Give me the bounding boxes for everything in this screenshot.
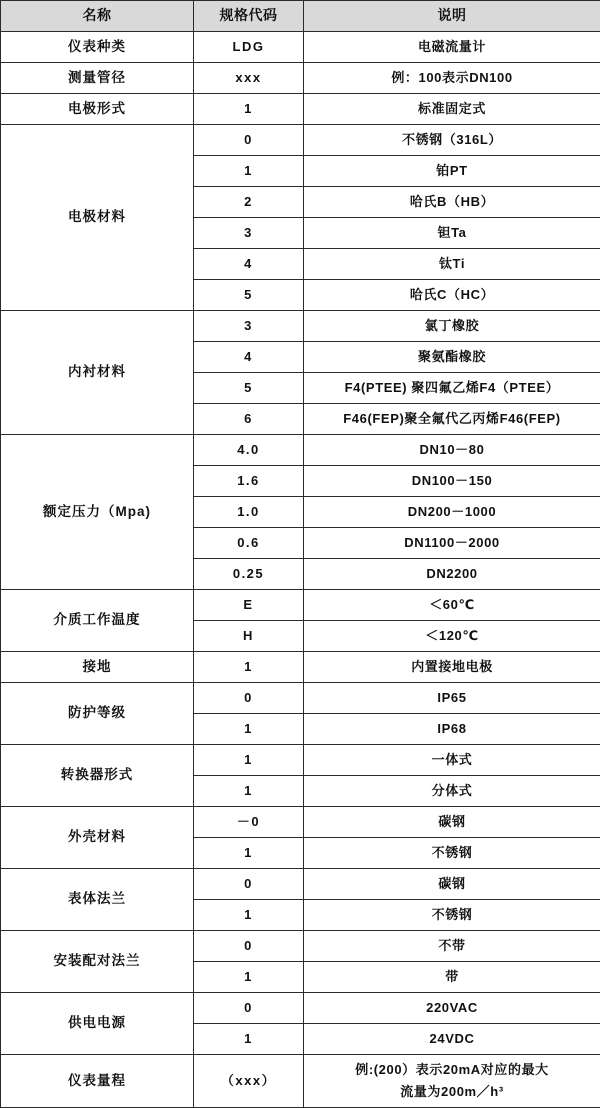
spec-code-cell: H (194, 621, 304, 652)
spec-description-cell: 内置接地电极 (304, 652, 600, 683)
table-row (1, 94, 600, 125)
spec-description-cell: F46(FEP)聚全氟代乙丙烯F46(FEP) (304, 404, 600, 435)
spec-code-cell: 4 (194, 249, 304, 280)
spec-code-cell: 1 (194, 776, 304, 807)
spec-code-cell: 1 (194, 1024, 304, 1055)
table-body (1, 32, 600, 1108)
spec-description-cell: 哈氏B（HB） (304, 187, 600, 218)
spec-description-cell: DN10－80 (304, 435, 600, 466)
spec-code-cell: 1 (194, 714, 304, 745)
spec-description-cell: DN100－150 (304, 466, 600, 497)
table-header-row (1, 1, 600, 32)
row-group-name: 供电电源 (1, 993, 194, 1055)
spec-description-cell: IP65 (304, 683, 600, 714)
spec-code-cell: 0 (194, 869, 304, 900)
spec-code-cell: 2 (194, 187, 304, 218)
table-row (1, 125, 600, 156)
row-group-name: 接地 (1, 652, 194, 683)
spec-code-cell: 4 (194, 342, 304, 373)
spec-code-cell: （xxx） (194, 1055, 304, 1108)
spec-description-cell: 不锈钢 (304, 838, 600, 869)
row-group-name: 仪表种类 (1, 32, 194, 63)
spec-description-cell: 例:(200）表示20mA对应的最大 流量为200m／h³ (304, 1055, 600, 1108)
spec-description-cell: 聚氨酯橡胶 (304, 342, 600, 373)
row-group-name: 内衬材料 (1, 311, 194, 435)
spec-code-cell: 1 (194, 156, 304, 187)
spec-code-cell: 5 (194, 280, 304, 311)
spec-code-cell: 1.6 (194, 466, 304, 497)
spec-code-cell: E (194, 590, 304, 621)
spec-code-cell: －0 (194, 807, 304, 838)
spec-code-cell: 1 (194, 838, 304, 869)
spec-description-cell: 分体式 (304, 776, 600, 807)
spec-description-cell: 例：100表示DN100 (304, 63, 600, 94)
spec-description-cell: 220VAC (304, 993, 600, 1024)
spec-description-cell: 带 (304, 962, 600, 993)
table-row (1, 652, 600, 683)
spec-description-cell: 不带 (304, 931, 600, 962)
table-row (1, 590, 600, 621)
row-group-name: 安装配对法兰 (1, 931, 194, 993)
row-group-name: 电极材料 (1, 125, 194, 311)
column-header-name: 名称 (1, 1, 194, 32)
table-row (1, 869, 600, 900)
spec-code-cell: 1 (194, 962, 304, 993)
table-row (1, 807, 600, 838)
spec-code-cell: xxx (194, 63, 304, 94)
spec-code-cell: 3 (194, 218, 304, 249)
spec-code-cell: 0 (194, 125, 304, 156)
spec-description-cell: DN1100－2000 (304, 528, 600, 559)
spec-code-cell: 0 (194, 931, 304, 962)
row-group-name: 测量管径 (1, 63, 194, 94)
column-header-code: 规格代码 (194, 1, 304, 32)
row-group-name: 额定压力（Mpa) (1, 435, 194, 590)
spec-description-cell: 不锈钢 (304, 900, 600, 931)
spec-description-cell: 氯丁橡胶 (304, 311, 600, 342)
spec-description-cell: 不锈钢（316L） (304, 125, 600, 156)
table-row (1, 1055, 600, 1108)
spec-code-cell: LDG (194, 32, 304, 63)
column-header-description: 说明 (304, 1, 600, 32)
table-row (1, 63, 600, 94)
spec-code-cell: 3 (194, 311, 304, 342)
spec-description-cell: F4(PTEE) 聚四氟乙烯F4（PTEE） (304, 373, 600, 404)
spec-code-cell: 6 (194, 404, 304, 435)
spec-code-cell: 5 (194, 373, 304, 404)
table-row (1, 311, 600, 342)
table-row (1, 435, 600, 466)
spec-description-cell: 电磁流量计 (304, 32, 600, 63)
spec-code-cell: 0 (194, 683, 304, 714)
spec-code-cell: 4.0 (194, 435, 304, 466)
spec-description-cell: ＜60℃ (304, 590, 600, 621)
spec-code-cell: 1 (194, 900, 304, 931)
row-group-name: 介质工作温度 (1, 590, 194, 652)
spec-description-cell: DN200－1000 (304, 497, 600, 528)
spec-description-cell: IP68 (304, 714, 600, 745)
table-row (1, 32, 600, 63)
spec-code-cell: 1 (194, 652, 304, 683)
spec-code-cell: 0.6 (194, 528, 304, 559)
spec-description-cell: 碳钢 (304, 807, 600, 838)
spec-description-cell: 哈氏C（HC） (304, 280, 600, 311)
spec-description-cell: 标准固定式 (304, 94, 600, 125)
table-row (1, 745, 600, 776)
table-row (1, 683, 600, 714)
table-row (1, 931, 600, 962)
table-row (1, 993, 600, 1024)
spec-description-cell: 碳钢 (304, 869, 600, 900)
spec-description-cell: 钽Ta (304, 218, 600, 249)
spec-description-cell: 铂PT (304, 156, 600, 187)
spec-code-cell: 1 (194, 745, 304, 776)
row-group-name: 转换器形式 (1, 745, 194, 807)
table-header (1, 1, 600, 32)
spec-description-cell: 24VDC (304, 1024, 600, 1055)
row-group-name: 仪表量程 (1, 1055, 194, 1108)
spec-description-cell: DN2200 (304, 559, 600, 590)
row-group-name: 防护等级 (1, 683, 194, 745)
spec-code-cell: 0.25 (194, 559, 304, 590)
spec-code-cell: 1 (194, 94, 304, 125)
spec-description-cell: 钛Ti (304, 249, 600, 280)
row-group-name: 表体法兰 (1, 869, 194, 931)
spec-code-cell: 1.0 (194, 497, 304, 528)
spec-code-cell: 0 (194, 993, 304, 1024)
row-group-name: 电极形式 (1, 94, 194, 125)
row-group-name: 外壳材料 (1, 807, 194, 869)
spec-description-cell: 一体式 (304, 745, 600, 776)
spec-description-cell: ＜120℃ (304, 621, 600, 652)
